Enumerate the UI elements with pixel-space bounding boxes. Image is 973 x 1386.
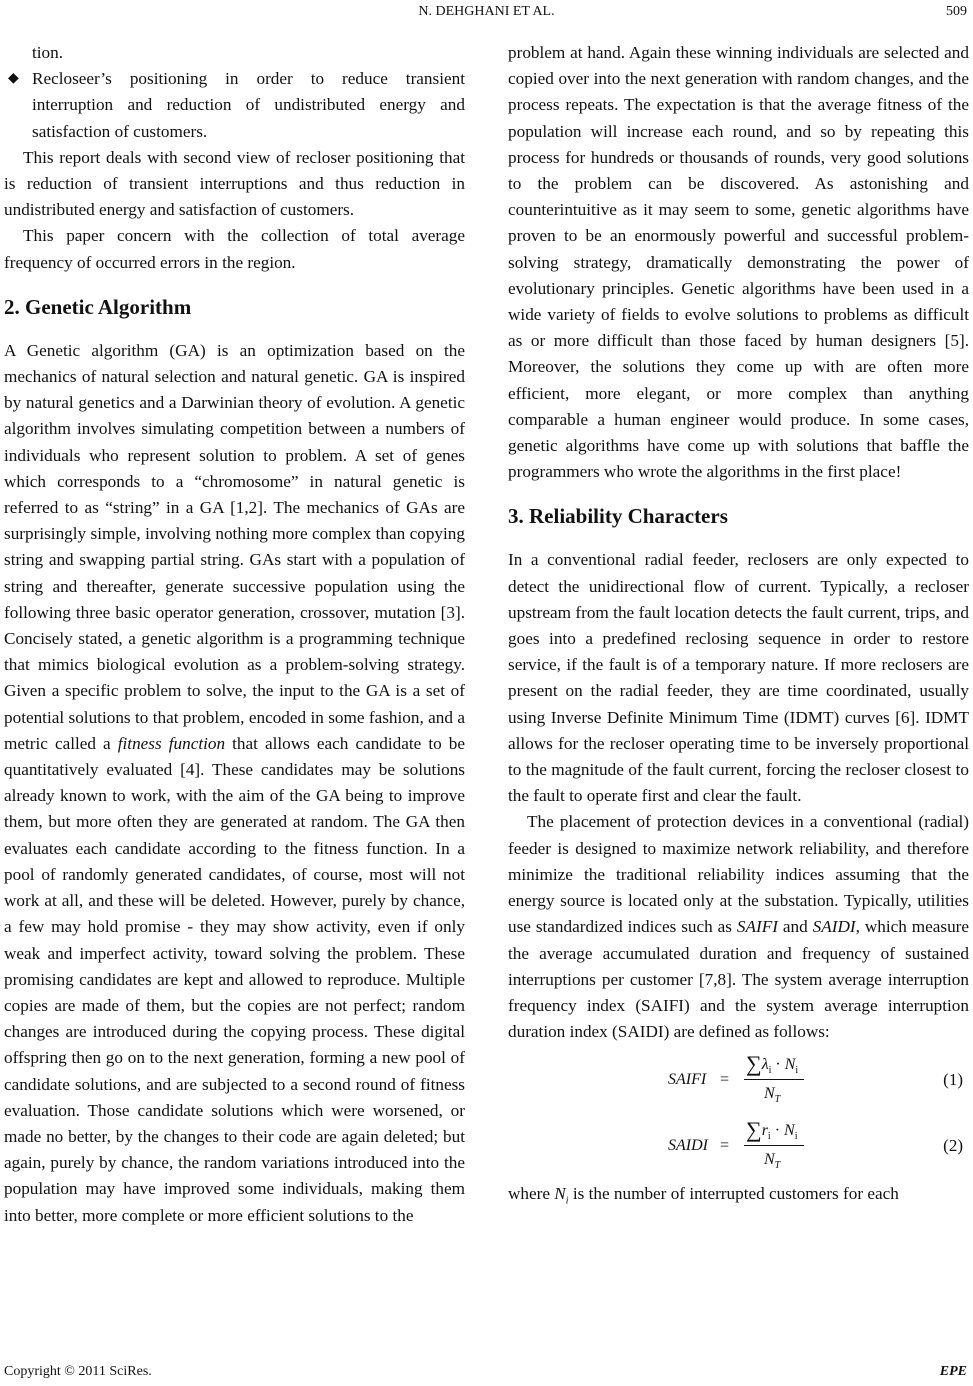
equation-number: (2) xyxy=(943,1136,963,1156)
paragraph: In a conventional radial feeder, reclosers are only expected to detect the unidirectional flow of current. Typically, a recloser upstream from the fault location detects the fault current, trips, and goes into a predefined reclosing sequence in order to restore service, if the fault is of a temporary nature. If more reclosers are present on the radial feeder, they are time coordinated, usually using Inverse Definite Minimum Time (IDMT) curves [6]. IDMT allows for the recloser operating time to be inversely proportional to the magnitude of the fault current, forcing the recloser closest to the fault to operate first and clear the fault. xyxy=(508,550,969,806)
equation-saifi: SAIFI = $\sum\lambda_i \cdot N_i$ $N_T$ (1) xyxy=(508,1049,969,1111)
paragraph: This paper concern with the collection of total average frequency of occurred errors in the region. xyxy=(4,226,465,272)
section-heading-genetic-algorithm: 2. Genetic Algorithm xyxy=(4,294,192,319)
left-column xyxy=(4,40,465,1229)
journal-abbreviation: EPE xyxy=(939,1364,967,1379)
paragraph: A Genetic algorithm (GA) is an optimization based on the mechanics of natural selection and natural genetic. GA is inspired by natural genetics and a Darwinian theory of evolution. A genetic algorithm involves simulating competition between a numbers of individuals who represent solution to problem. A set of genes which corresponds to a “chromosome” in natural genetic is referred to as “string” in a GA [1,2]. The mechanics of GAs are surprisingly simple, involving nothing more complex than copying string and swapping partial string. GAs start with a population of string and thereafter, generate successive population using the following three basic operator generation, crossover, mutation [3]. Concisely stated, a genetic algorithm is a programming technique that mimics biological evolution as a problem-solving strategy. Given a specific problem to solve, the input to the GA is a set of potential solutions to that problem, encoded in some fashion, and a metric called a fitness function that allows each candidate to be quantitatively evaluated [4]. These candidates may be solutions already known to work, with the aim of the GA being to improve them, but more often they are generated at random. The GA then evaluates each candidate according to the fitness function. In a pool of randomly generated candidates, of course, most will not work at all, and these will be deleted. However, purely by chance, a few may hold promise - they may show activity, even if only weak and imperfect activity, toward solving the problem. These promising candidates are kept and allowed to reproduce. Multiple copies are made of them, but the copies are not perfect; random changes are introduced during the copying process. These digital offspring then go on to the next generation, forming a new pool of candidate solutions, and are subjected to a second round of fitness evaluation. Those candidate solutions which were worsened, or made no better, by the changes to their code are again deleted; but again, purely by chance, the random variations introduced into the population may have improved some individuals, making them into better, more complete or more efficient solutions to the xyxy=(4,340,466,1225)
paragraph: problem at hand. Again these winning individuals are selected and copied over into the next generation with random changes, and the process repeats. The expectation is that the average fitness of the population will increase each round, and so by repeating this process for hundreds or thousands of rounds, very good solutions to the problem can be discovered. As astonishing and counterintuitive as it may seem to some, genetic algorithms have proven to be an enormously powerful and successful problem-solving strategy, dramatically demonstrating the power of evolutionary principles. Genetic algorithms have been used in a wide variety of fields to evolve solutions to problems as difficult as or more difficult than those faced by human designers [5]. Moreover, the solutions they come up with are often more efficient, more elegant, or more complex than anything comparable a human engineer would produce. In some cases, genetic algorithms have come up with solutions that baffle the programmers who wrote the algorithms in the first place! xyxy=(508,43,969,482)
page-footer xyxy=(4,1364,967,1380)
copyright-notice: Copyright © 2011 SciRes. xyxy=(4,1364,152,1379)
page-number: 509 xyxy=(946,4,967,19)
right-column xyxy=(508,40,969,1215)
equation-number: (1) xyxy=(943,1070,963,1090)
paragraph: This report deals with second view of recloser positioning that is reduction of transient interruptions and thus reduction in undistributed energy and satisfaction of customers. xyxy=(4,147,465,220)
running-head-authors: N. DEHGHANI ET AL. xyxy=(418,4,555,19)
equation-denominator: $N_T$ xyxy=(764,1151,781,1172)
section-heading-reliability-characters: 3. Reliability Characters xyxy=(508,504,728,529)
list-item: ◆ Recloseer’s positioning in order to reduce transient interruption and reduction of undistributed energy and satisfaction of customers. xyxy=(32,66,465,145)
fraction-bar xyxy=(744,1145,804,1146)
paragraph: where $N_i$ is the number of interrupted customers for each xyxy=(508,1184,899,1207)
bullet-icon: ◆ xyxy=(8,71,19,87)
equation-numerator: $\sum\lambda_i \cdot N_i$ xyxy=(746,1051,799,1077)
continued-text: tion. xyxy=(32,43,64,62)
equation-denominator: $N_T$ xyxy=(764,1085,781,1106)
paragraph: The placement of protection devices in a conventional (radial) feeder is designed to maximize network reliability, and therefore minimize the traditional reliability indices assuming that the energy source is located only at the substation. Typically, utilities use standardized indices such as SAIFI and SAIDI, which measure the average accumulated duration and frequency of sustained interruptions per customer [7,8]. The system average interruption frequency index (SAIFI) and the system average interruption duration index (SAIDI) are defined as follows: xyxy=(508,812,970,1042)
equation-saidi: SAIDI = $\sum r_i \cdot N_i$ $N_T$ (2) xyxy=(508,1115,969,1177)
equation-numerator: $\sum r_i \cdot N_i$ xyxy=(746,1117,798,1143)
bullet-list xyxy=(4,66,465,145)
page-header xyxy=(0,4,973,24)
fraction-bar xyxy=(744,1079,804,1080)
fitness-function-term: fitness function xyxy=(117,733,226,753)
